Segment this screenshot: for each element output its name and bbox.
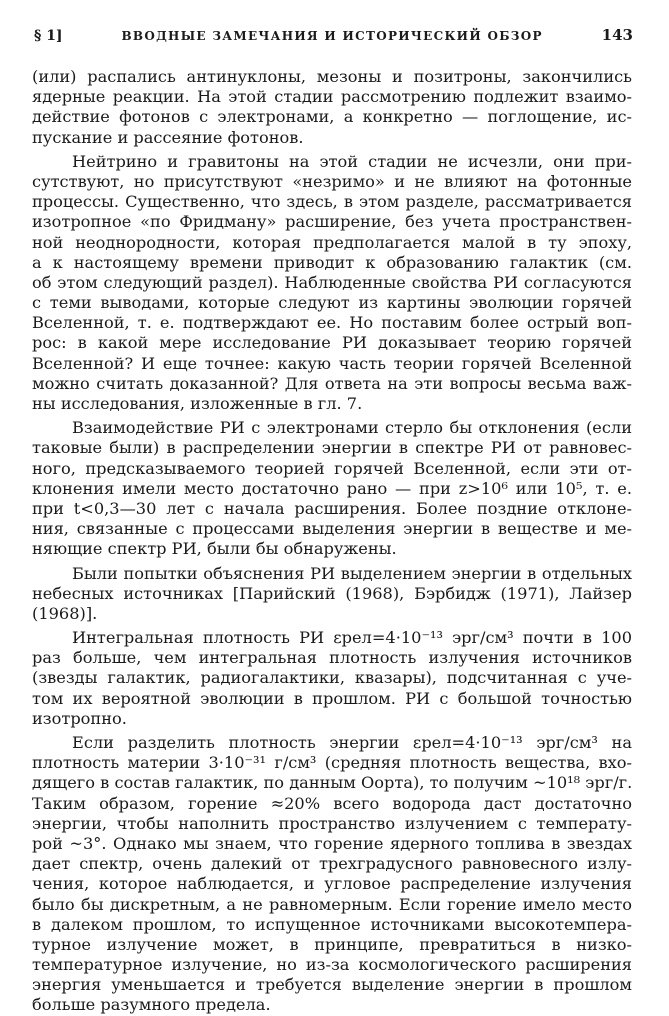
text-line: пускание и рассеяние фотонов. bbox=[32, 127, 304, 147]
text-line: турное излучение может, в принципе, превратиться в низко- bbox=[32, 934, 632, 954]
text-line: (звезды галактик, радиогалактики, квазары), подсчитанная с уче- bbox=[32, 668, 632, 688]
body-text bbox=[32, 67, 632, 1016]
text-line: ного, предсказываемого теорией горячей Вселенной, если эти от- bbox=[32, 458, 632, 478]
text-line: об этом следующий раздел). Наблюденные свойства РИ согласуются bbox=[32, 272, 632, 292]
section-marker: § 1] bbox=[34, 28, 63, 44]
paragraph bbox=[32, 67, 632, 148]
text-line: больше разумного предела. bbox=[32, 995, 271, 1015]
text-line: Были попытки объяснения РИ выделением энергии в отдельных bbox=[72, 563, 632, 583]
running-title: ВВОДНЫЕ ЗАМЕЧАНИЯ И ИСТОРИЧЕСКИЙ ОБЗОР bbox=[121, 29, 543, 43]
text-line: клонения имели место достаточно рано — при z>10⁶ или 10⁵, т. е. bbox=[32, 478, 632, 498]
text-line: чения, которое наблюдается, и угловое распределение излучения bbox=[32, 874, 632, 894]
text-line: няющие спектр РИ, были бы обнаружены. bbox=[32, 539, 397, 559]
text-line: процессы. Существенно, что здесь, в этом разделе, рассматривается bbox=[32, 192, 632, 212]
text-line: небесных источниках [Парийский (1968), Бэрбидж (1971), Лайзер bbox=[32, 583, 632, 603]
text-line: сутствуют, но присутствуют «незримо» и не влияют на фотонные bbox=[32, 171, 632, 191]
text-line: при t<0,3—30 лет с начала расширения. Более поздние отклоне- bbox=[32, 498, 632, 518]
text-line: (1968)]. bbox=[32, 603, 98, 623]
running-header bbox=[34, 26, 633, 52]
text-line: действие фотонов с электронами, а конкретно — поглощение, ис- bbox=[32, 107, 632, 127]
text-line: Нейтрино и гравитоны на этой стадии не исчезли, они при- bbox=[72, 151, 632, 171]
text-line: изотропное «по Фридману» расширение, без учета пространствен- bbox=[32, 212, 632, 232]
text-line: можно считать доказанной? Для ответа на эти вопросы весьма важ- bbox=[32, 373, 632, 393]
text-line: а к настоящему времени приводит к образованию галактик (см. bbox=[32, 252, 632, 272]
text-line: Взаимодействие РИ с электронами стерло бы отклонения (если bbox=[72, 418, 632, 438]
text-line: дящего в состав галактик, по данным Оорта), то получим ~10¹⁸ эрг/г. bbox=[32, 773, 632, 793]
text-line: Вселенной, т. е. подтверждают ее. Но поставим более острый воп- bbox=[32, 313, 632, 333]
text-line: ядерные реакции. На этой стадии рассмотрению подлежит взаимо- bbox=[32, 87, 632, 107]
text-line: таковые были) в распределении энергии в спектре РИ от равновес- bbox=[32, 438, 632, 458]
page-number: 143 bbox=[601, 26, 633, 44]
text-line: Если разделить плотность энергии εрел=4·10⁻¹³ эрг/см³ на bbox=[72, 733, 632, 752]
text-line: ния, связанные с процессами выделения энергии в веществе и ме- bbox=[32, 519, 632, 539]
text-line: изотропно. bbox=[32, 708, 127, 728]
text-line: энергия уменьшается и требуется выделение энергии в прошлом bbox=[32, 975, 632, 995]
text-line: рос: в какой мере исследование РИ доказывает теорию горячей bbox=[32, 333, 632, 353]
paragraph bbox=[32, 733, 632, 1016]
text-line: плотность материи 3·10⁻³¹ г/см³ (средняя плотность вещества, вхо- bbox=[32, 753, 632, 773]
text-line: Интегральная плотность РИ εрел=4·10⁻¹³ эрг/см³ почти в 100 bbox=[72, 628, 632, 648]
text-line: раз больше, чем интегральная плотность излучения источников bbox=[32, 648, 632, 668]
paragraph bbox=[32, 564, 632, 625]
paragraph bbox=[32, 628, 632, 729]
text-line: ны исследования, изложенные в гл. 7. bbox=[32, 394, 363, 413]
text-line: Вселенной? И еще точнее: какую часть теории горячей Вселенной bbox=[32, 353, 632, 373]
text-line: Таким образом, горение ≈20% всего водорода даст достаточно bbox=[32, 793, 632, 813]
text-line: было бы дискретным, а не равномерным. Если горение имело место bbox=[32, 894, 632, 914]
text-line: рой ~3°. Однако мы знаем, что горение ядерного топлива в звездах bbox=[32, 833, 632, 853]
paragraph bbox=[32, 152, 632, 414]
text-line: том их вероятной эволюции в прошлом. РИ с большой точностью bbox=[32, 688, 632, 708]
text-line: в далеком прошлом, то испущенное источниками высокотемпера- bbox=[32, 914, 632, 934]
paragraph bbox=[32, 418, 632, 559]
text-line: с теми выводами, которые следуют из картины эволюции горячей bbox=[32, 293, 632, 313]
text-line: температурное излучение, но из-за космологического расширения bbox=[32, 955, 632, 975]
text-line: дает спектр, очень далекий от трехградусного равновесного излу- bbox=[32, 854, 632, 874]
text-line: энергии, чтобы наполнить пространство излучением с температу- bbox=[32, 813, 632, 833]
text-line: ной неоднородности, которая предполагается малой в ту эпоху, bbox=[32, 232, 632, 252]
text-line: (или) распались антинуклоны, мезоны и позитроны, закончились bbox=[32, 67, 632, 86]
